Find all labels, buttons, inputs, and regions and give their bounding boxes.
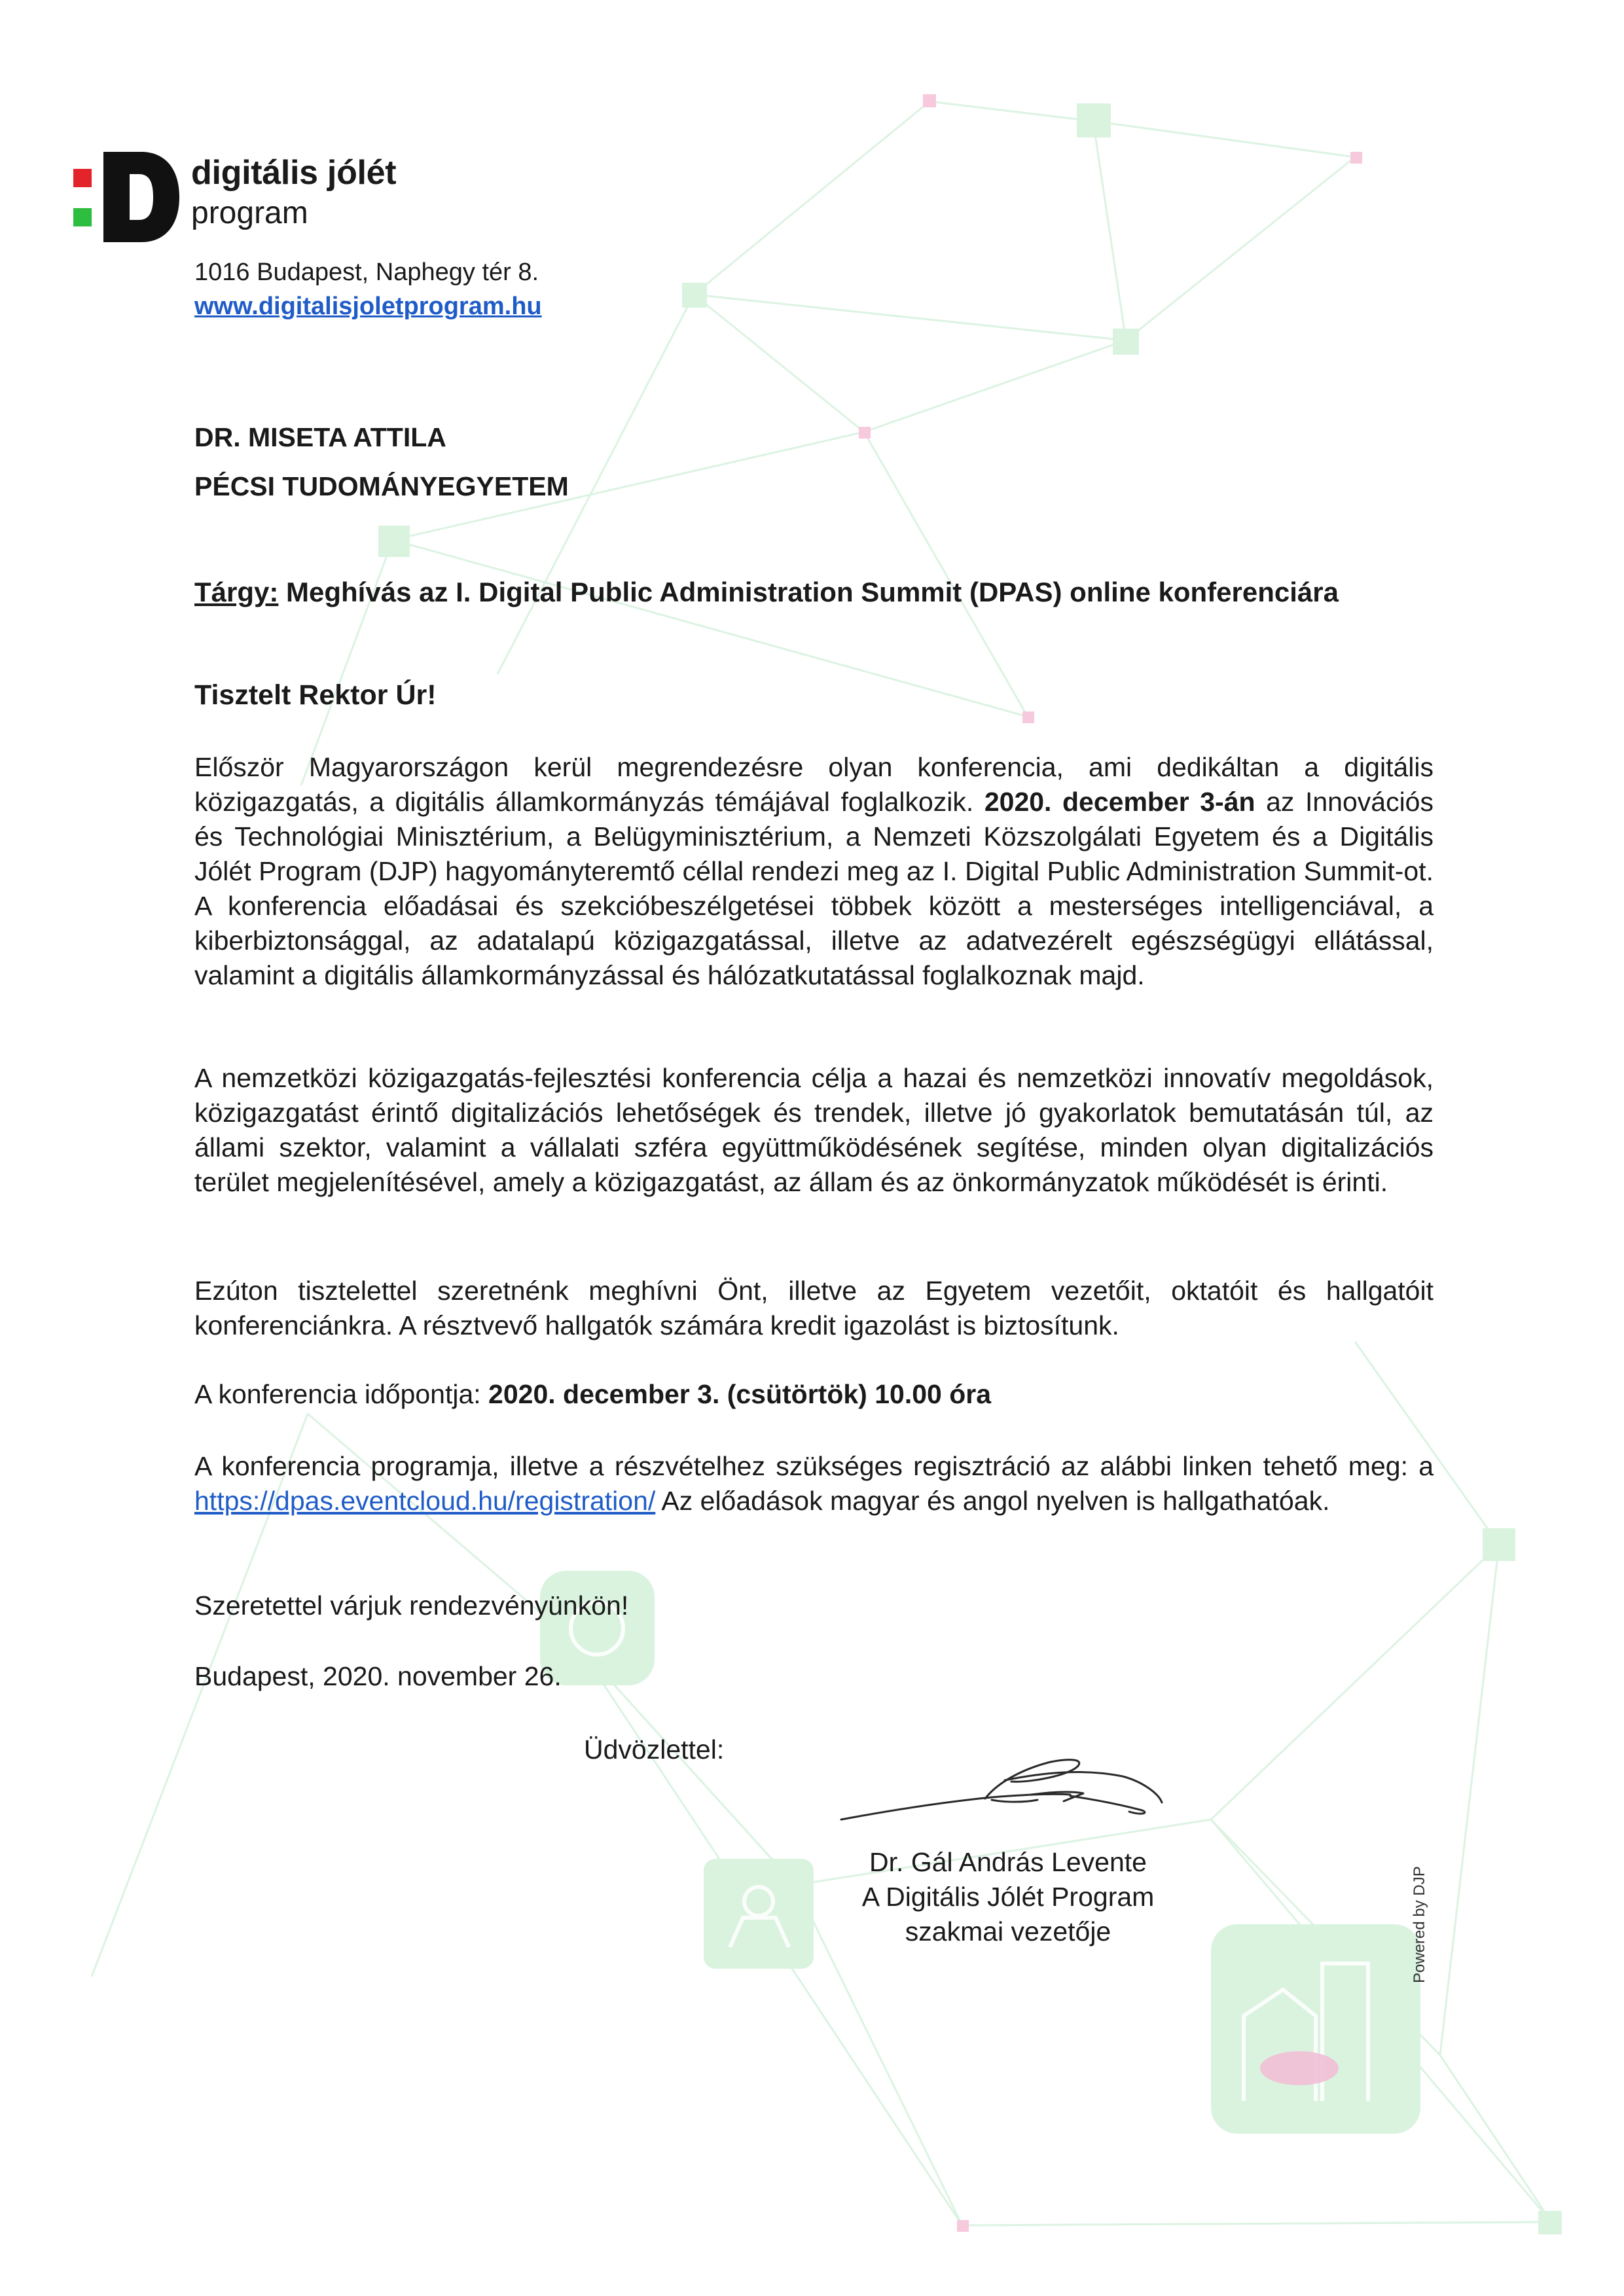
recipient-name: DR. MISETA ATTILA: [194, 422, 446, 452]
salutation-greeting: Tisztelt Rektor Úr!: [194, 679, 437, 711]
paragraph-time: [194, 1377, 1434, 1412]
powered-by-label: Powered by DJP: [1411, 1866, 1428, 1983]
subject-text: Meghívás az I. Digital Public Administration Summit (DPAS) online konferenciára: [278, 577, 1339, 607]
signer-block: [805, 1845, 1211, 1949]
event-date-highlight: 2020. december 3-án: [984, 787, 1255, 817]
paragraph-closing-wish: Szeretettel várjuk rendezvényünkön!: [194, 1590, 629, 1621]
logo-red-square: [73, 169, 92, 187]
signer-organization: A Digitális Jólét Program: [861, 1882, 1155, 1912]
time-label: A konferencia időpontja:: [194, 1379, 489, 1409]
logo-d-letterform: [103, 152, 179, 242]
paragraph-intro-text-b: az Innovációs és Technológiai Minisztérium, a Belügyminisztérium, a Nemzeti Közszolgálati Egyetem és a Digitális Jólét Program (DJP) hagyományteremtő céllal rendezi meg az I. Digital Public Administration Summit-ot. A konferencia előadásai és szekcióbeszélgetései többek között a mesterséges intelligenciával, a kiberbiztonsággal, az adatalapú közigazgatással, illetve az adatvezérelt egészségügyi ellátással, valamint a digitális államkormányzással és hálózatkutatással foglalkoznak majd.: [194, 787, 1434, 990]
logo-green-square: [73, 208, 92, 226]
website-link[interactable]: www.digitalisjoletprogram.hu: [194, 293, 542, 320]
brand-name: digitális jólét: [191, 154, 397, 192]
paragraph-registration: [194, 1449, 1434, 1518]
djp-logo: [73, 152, 179, 242]
brand-program: program: [191, 196, 308, 230]
subject-label: Tárgy:: [194, 577, 279, 607]
signer-name: Dr. Gál András Levente: [869, 1847, 1147, 1877]
recipient-institution: PÉCSI TUDOMÁNYEGYETEM: [194, 471, 569, 501]
signer-role: szakmai vezetője: [905, 1916, 1111, 1946]
place-date: Budapest, 2020. november 26.: [194, 1661, 562, 1691]
subject-line: [194, 577, 1339, 608]
registration-text-b: Az előadások magyar és angol nyelven is hallgathatóak.: [655, 1486, 1330, 1516]
paragraph-goal: A nemzetközi közigazgatás-fejlesztési konferencia célja a hazai és nemzetközi innovatív megoldások, közigazgatást érintő digitalizációs lehetőségek és trendek, illetve jó gyakorlatok bemutatásán túl, az állami szektor, valamint a vállalati szféra együttműködésének segítése, minden olyan digitalizációs terület megjelenítésével, amely a közigazgatást, az állam és az önkormányzatok működését is érinti.: [194, 1063, 1434, 1197]
paragraph-invitation: Ezúton tisztelettel szeretnénk meghívni Önt, illetve az Egyetem vezetőit, oktatóit és hallgatóit konferenciánkra. A résztvevő hallgatók számára kredit igazolást is biztosítunk.: [194, 1276, 1434, 1340]
paragraph-intro: [194, 750, 1434, 993]
registration-link[interactable]: https://dpas.eventcloud.hu/registration/: [194, 1486, 656, 1516]
closing-salutation: Üdvözlettel:: [584, 1734, 725, 1765]
registration-text-a: A konferencia programja, illetve a részvételhez szükséges regisztráció az alábbi linken tehető meg: a: [194, 1451, 1434, 1481]
sender-address: 1016 Budapest, Naphegy tér 8.: [194, 259, 539, 286]
time-value: 2020. december 3. (csütörtök) 10.00 óra: [488, 1379, 992, 1409]
paragraph-intro-text-a: Először Magyarországon kerül megrendezésre olyan konferencia, ami dedikáltan a digitális közigazgatás, a digitális államkormányzás témájával foglalkozik.: [194, 752, 1434, 817]
handwritten-signature: [835, 1742, 1175, 1834]
